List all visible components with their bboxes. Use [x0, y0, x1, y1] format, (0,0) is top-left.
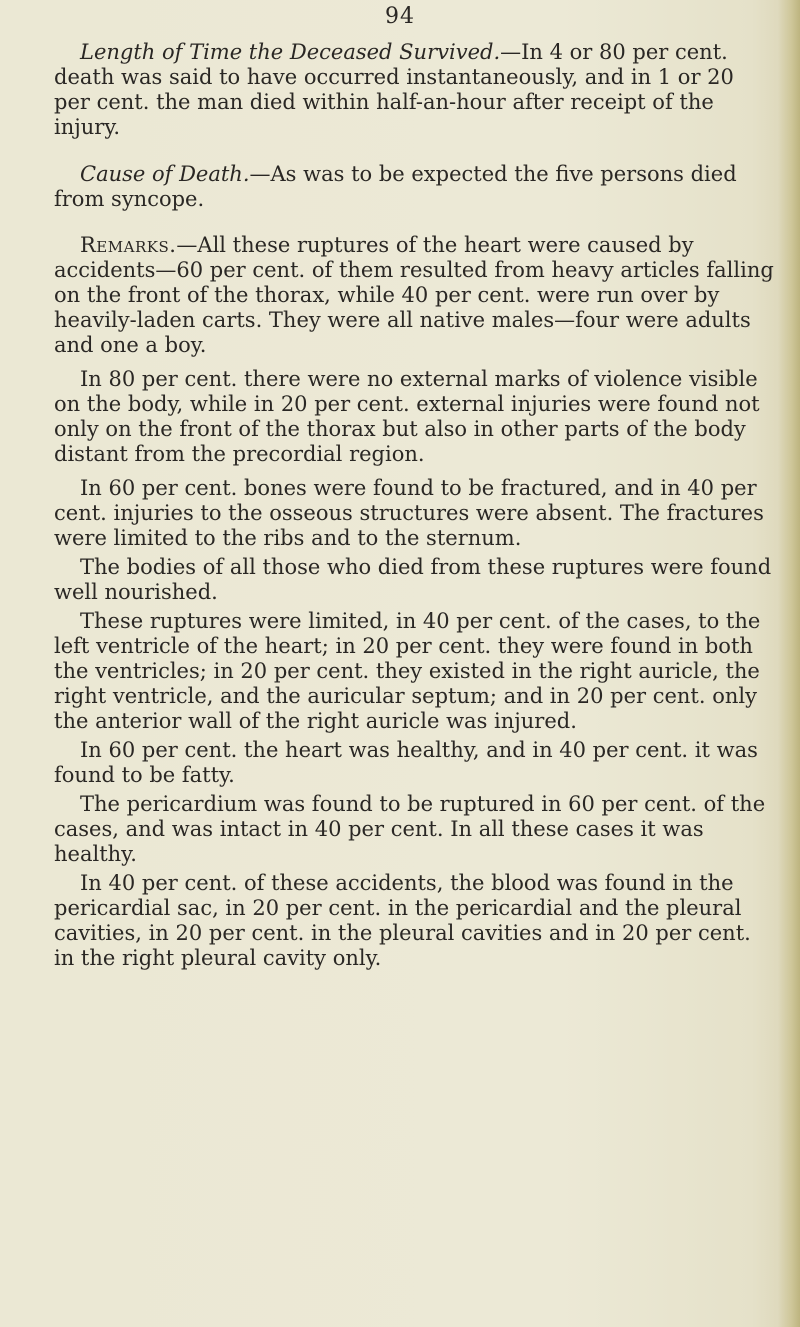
paragraph-text: —As was to be expected the five persons died from syncope.	[54, 162, 737, 211]
paragraph-heart-condition: In 60 per cent. the heart was healthy, and in 40 per cent. it was found to be fatty.	[54, 738, 758, 787]
section-heading-length-of-time: Length of Time the Deceased Survived.	[80, 40, 501, 64]
section-heading-cause-of-death: Cause of Death.	[80, 162, 250, 186]
page-number: 94	[385, 4, 415, 29]
paragraph-nourished: The bodies of all those who died from these ruptures were found well nourished.	[54, 555, 772, 604]
paragraph-fractures: In 60 per cent. bones were found to be fractured, and in 40 per cent. injuries to the osseous structures were absent. The fractures were limited to the ribs and to the sternum.	[54, 476, 764, 550]
paragraph-length-of-time	[54, 40, 774, 140]
paragraph-remarks	[54, 233, 774, 358]
paragraph-blood-location: In 40 per cent. of these accidents, the blood was found in the pericardial sac, in 20 per cent. in the pericardial and the pleural cavities, in 20 per cent. in the pleural cavities and in 20 per cent. in the right pleural cavity only.	[54, 871, 751, 970]
paragraph-text: —All these ruptures of the heart were caused by accidents—60 per cent. of them resulted from heavy articles falling on the front of the thorax, while 40 per cent. were run over by heavily-laden carts. They were all native males—four were adults and one a boy.	[54, 233, 774, 357]
paragraph-text: —In 4 or 80 per cent. death was said to have occurred instantaneously, and in 1 or 20 per cent. the man died within half-an-hour after receipt of the injury.	[54, 40, 734, 139]
page-body	[54, 40, 774, 971]
section-heading-remarks: Remarks.	[80, 233, 177, 257]
paragraph-rupture-locations: These ruptures were limited, in 40 per cent. of the cases, to the left ventricle of the heart; in 20 per cent. they were found in both the ventricles; in 20 per cent. they existed in the right auricle, the right ventricle, and the auricular septum; and in 20 per cent. only the anterior wall of the right auricle was injured.	[54, 609, 761, 733]
page-edge-shadow	[778, 0, 800, 1327]
paragraph-external-marks: In 80 per cent. there were no external marks of violence visible on the body, while in 20 per cent. external injuries were found not only on the front of the thorax but also in other parts of the body distant from the precordial region.	[54, 367, 760, 466]
paragraph-pericardium: The pericardium was found to be ruptured in 60 per cent. of the cases, and was intact in 40 per cent. In all these cases it was healthy.	[54, 792, 766, 866]
paragraph-cause-of-death	[54, 162, 774, 212]
